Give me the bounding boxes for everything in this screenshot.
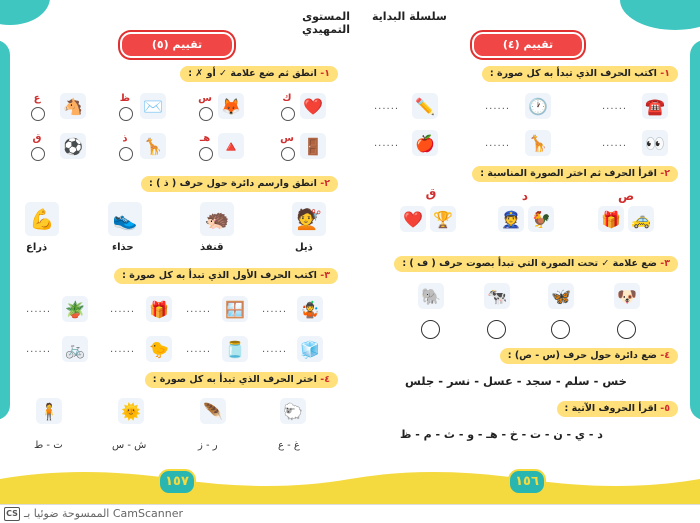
fridge-icon: 🚪 xyxy=(300,133,326,159)
letter: س xyxy=(198,93,212,104)
answer-circle[interactable] xyxy=(551,320,570,339)
answer-blank[interactable]: ...... xyxy=(485,138,511,149)
answer-blank[interactable]: ...... xyxy=(26,344,52,355)
answer-circle[interactable] xyxy=(281,147,295,161)
letter: ص xyxy=(618,189,635,203)
section-2-heading: ٢- اقرأ الحرف ثم اختر الصورة المناسبة : xyxy=(472,166,678,182)
section-3-heading: ٣- اكتب الحرف الأول الذي تبدأ به كل صورة : xyxy=(114,268,338,284)
answer-blank[interactable]: ...... xyxy=(262,304,288,315)
scanner-footer xyxy=(0,504,700,523)
word[interactable]: ذيل xyxy=(295,242,313,253)
arm-icon: 💪 xyxy=(25,202,59,236)
letter: ع xyxy=(33,93,41,104)
word[interactable]: ذراع xyxy=(26,242,48,253)
hedgehog-icon: 🦔 xyxy=(200,202,234,236)
feather-icon: 🪶 xyxy=(200,398,226,424)
word-list[interactable]: خس - سلم - سجد - عسل - نسر - جلس xyxy=(405,374,627,388)
section-2-heading: ٢- انطق وارسم دائرة حول حرف ( ذ ) : xyxy=(141,176,338,192)
answer-blank[interactable]: ...... xyxy=(26,304,52,315)
pomegranate-icon: 🍎 xyxy=(412,130,438,156)
answer-circle[interactable] xyxy=(119,147,133,161)
letter: ذ xyxy=(122,133,128,144)
dog-icon: 🐶 xyxy=(614,283,640,309)
section-4-heading: ٤- اختر الحرف الذي تبدأ به كل صورة : xyxy=(145,372,338,388)
answer-blank[interactable]: ...... xyxy=(602,138,628,149)
hair-icon: 💇 xyxy=(292,202,326,236)
scanner-brand: الممسوحة ضوئيا بـ CamScanner xyxy=(24,507,184,520)
section-5-heading: ٥- اقرأ الحروف الآتية : xyxy=(557,401,679,417)
sun-icon: 🌞 xyxy=(118,398,144,424)
word[interactable]: حذاء xyxy=(112,242,134,253)
running-title: المستوى التمهيدي xyxy=(302,10,350,36)
letter: د xyxy=(521,189,529,203)
answer-blank[interactable]: ...... xyxy=(374,101,400,112)
jar-icon: 🫙 xyxy=(222,336,248,362)
gift-icon[interactable]: 🎁 xyxy=(598,206,624,232)
answer-blank[interactable]: ...... xyxy=(186,304,212,315)
elephant-icon: 🐘 xyxy=(418,283,444,309)
letter: ق xyxy=(425,186,437,200)
giraffe-icon: 🦒 xyxy=(140,133,166,159)
eyes-icon: 👀 xyxy=(642,130,668,156)
letter: هـ xyxy=(199,133,211,144)
page-title: تقييم (٥) xyxy=(120,32,234,58)
rooster-icon[interactable]: 🐓 xyxy=(528,206,554,232)
answer-circle[interactable] xyxy=(31,107,45,121)
letter: ق xyxy=(32,133,42,144)
option-pair[interactable]: غ - ع xyxy=(278,440,300,451)
plant-icon: 🪴 xyxy=(62,296,88,322)
page-number: ١٥٧ xyxy=(158,469,196,495)
letter: ظ xyxy=(119,93,131,104)
word[interactable]: قنفذ xyxy=(200,242,224,253)
option-pair[interactable]: ت - ط xyxy=(34,440,63,451)
section-3-heading: ٣- ضع علامة ✓ تحت الصورة التي تبدأ بصوت حرف ( ف ) : xyxy=(394,256,678,272)
page-title: تقييم (٤) xyxy=(472,32,584,58)
gift-icon: 🎁 xyxy=(146,296,172,322)
pyramid-icon: 🔺 xyxy=(218,133,244,159)
ice-icon: 🧊 xyxy=(297,336,323,362)
answer-circle[interactable] xyxy=(617,320,636,339)
letter: س xyxy=(280,133,294,144)
envelope-icon: ✉️ xyxy=(140,93,166,119)
bicycle-icon: 🚲 xyxy=(62,336,88,362)
butterfly-icon: 🦋 xyxy=(548,283,574,309)
juggler-icon: 🤹 xyxy=(297,296,323,322)
answer-blank[interactable]: ...... xyxy=(110,344,136,355)
option-pair[interactable]: ش - س xyxy=(112,440,147,451)
side-wave xyxy=(0,40,10,420)
shoes-icon: 👟 xyxy=(108,202,142,236)
trophy-icon[interactable]: 🏆 xyxy=(430,206,456,232)
chick-icon: 🐤 xyxy=(146,336,172,362)
answer-circle[interactable] xyxy=(281,107,295,121)
right-page xyxy=(350,0,700,523)
answer-blank[interactable]: ...... xyxy=(262,344,288,355)
ball-icon: ⚽ xyxy=(60,133,86,159)
fox-icon: 🦊 xyxy=(218,93,244,119)
letter: ك xyxy=(282,93,292,104)
option-pair[interactable]: ر - ز xyxy=(198,440,218,451)
phone-icon: ☎️ xyxy=(642,93,668,119)
letter-list: د - ي - ن - ت - خ - هـ - و - ث - م - ظ xyxy=(400,428,603,441)
car-icon[interactable]: 🚕 xyxy=(628,206,654,232)
section-1-heading: ١- اكتب الحرف الذي تبدأ به كل صورة : xyxy=(482,66,678,82)
policeman-icon[interactable]: 👮 xyxy=(498,206,524,232)
answer-circle[interactable] xyxy=(31,147,45,161)
window-icon: 🪟 xyxy=(222,296,248,322)
answer-blank[interactable]: ...... xyxy=(602,101,628,112)
boy-icon: 🧍 xyxy=(36,398,62,424)
section-4-heading: ٤- ضع دائرة حول حرف (س - ص) : xyxy=(500,348,678,364)
sheep-icon: 🐑 xyxy=(280,398,306,424)
answer-blank[interactable]: ...... xyxy=(485,101,511,112)
heart-icon: ❤️ xyxy=(300,93,326,119)
clock-icon: 🕐 xyxy=(525,93,551,119)
page-number: ١٥٦ xyxy=(508,469,546,495)
answer-blank[interactable]: ...... xyxy=(110,304,136,315)
giraffe-icon: 🦒 xyxy=(525,130,551,156)
corner-wave xyxy=(620,0,700,30)
answer-circle[interactable] xyxy=(421,320,440,339)
answer-blank[interactable]: ...... xyxy=(374,138,400,149)
side-wave xyxy=(690,40,700,420)
horse-icon: 🐴 xyxy=(60,93,86,119)
cow-icon: 🐄 xyxy=(484,283,510,309)
camscanner-logo-icon: CS xyxy=(4,507,20,521)
answer-circle[interactable] xyxy=(487,320,506,339)
running-title: سلسلة البداية xyxy=(372,10,447,23)
corner-wave xyxy=(0,0,50,25)
answer-circle[interactable] xyxy=(119,107,133,121)
answer-blank[interactable]: ...... xyxy=(186,344,212,355)
answer-circle[interactable] xyxy=(199,147,213,161)
heart-icon[interactable]: ❤️ xyxy=(400,206,426,232)
section-1-heading: ١- انطق ثم ضع علامة ✓ أو ✗ : xyxy=(180,66,338,82)
answer-circle[interactable] xyxy=(199,107,213,121)
pencil-icon: ✏️ xyxy=(412,93,438,119)
